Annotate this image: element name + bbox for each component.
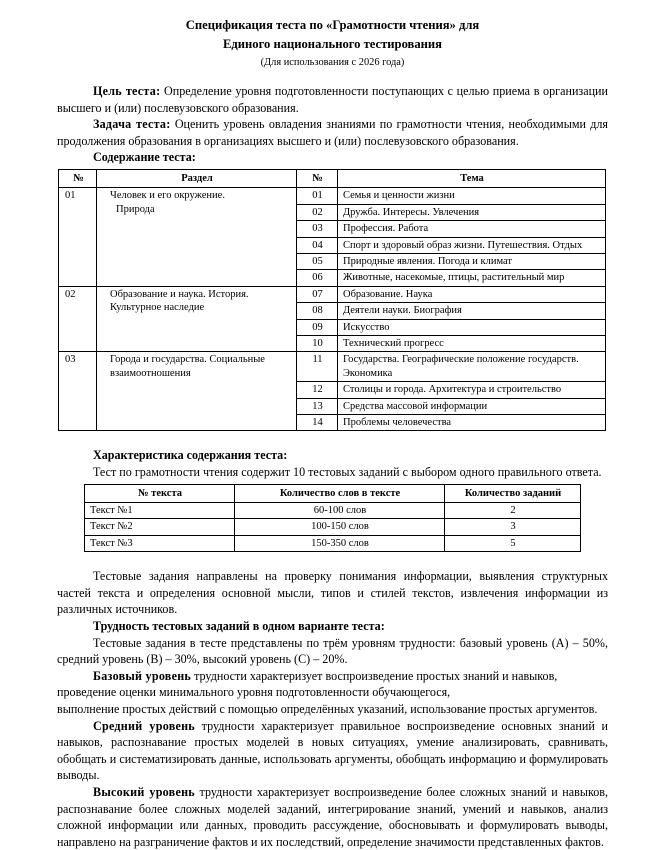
- topic-title-cell: Животные, насекомые, птицы, растительный мир: [338, 270, 606, 286]
- difficulty-level-label: Высокий уровень: [93, 785, 195, 799]
- header-section: Раздел: [97, 169, 297, 187]
- header-topic-number: №: [297, 169, 338, 187]
- difficulty-level-label: Средний уровень: [93, 718, 195, 733]
- difficulty-level-text: трудности характеризует воспроизведение простых знаний и навыков, проведение оценки минимального уровня подготовленности обучающегося,: [57, 668, 558, 700]
- content-heading: Содержание теста:: [93, 150, 196, 165]
- characteristics-heading: Характеристика содержания теста:: [93, 448, 288, 463]
- topic-number-cell: 02: [297, 204, 338, 220]
- difficulty-level-text: трудности характеризует воспроизведение более сложных знаний и навыков, распознавание более сложных моделей заданий, интегрирование знаний, умений и навыков, анализ сложной информации или данных, проводить рассуждение, обосновывать и формулировать выводы, направлено на разграничение фактов и их последствий, определение значимости представленных фактов.: [57, 785, 608, 849]
- topic-number-cell: 08: [297, 303, 338, 319]
- section-number-cell: 03: [59, 352, 97, 431]
- content-table-body: [59, 188, 606, 431]
- header-text-number: № текста: [85, 484, 235, 502]
- spacer: [57, 552, 608, 568]
- topic-title-cell: Средства массовой информации: [338, 398, 606, 414]
- topic-title-cell: Образование. Наука: [338, 286, 606, 302]
- table-row: [85, 535, 581, 551]
- section-name-line2: Природа: [116, 203, 155, 215]
- difficulty-intro: Тестовые задания в тесте представлены по трём уровням трудности: базовый уровень (А) – 50%, средний уровень (В) – 30%, высокий уровень (С) – 20%.: [57, 635, 608, 667]
- topic-title-cell: Государства. Географические положение государств. Экономика: [338, 352, 606, 382]
- topic-title-cell: Природные явления. Погода и климат: [338, 254, 606, 270]
- header-task-count: Количество заданий: [445, 484, 581, 502]
- difficulty-heading: Трудность тестовых заданий в одном варианте теста:: [93, 619, 385, 634]
- topic-number-cell: 06: [297, 270, 338, 286]
- difficulty-level-paragraph-continued: [57, 701, 608, 718]
- section-name-line2: взаимоотношения: [110, 367, 191, 379]
- topic-title-cell: Семья и ценности жизни: [338, 188, 606, 204]
- topic-number-cell: 01: [297, 188, 338, 204]
- text-number-cell: Текст №1: [85, 503, 235, 519]
- topic-number-cell: 10: [297, 336, 338, 352]
- content-table-head: [59, 169, 606, 187]
- task-count-cell: 5: [445, 535, 581, 551]
- document-title-line1: Спецификация теста по «Грамотности чтения» для: [185, 18, 480, 32]
- table-row: [59, 352, 606, 382]
- header-topic: Тема: [338, 169, 606, 187]
- topic-title-cell: Профессия. Работа: [338, 221, 606, 237]
- difficulty-level-text-continued: выполнение простых действий с помощью определённых указаний, использование простых аргументов.: [57, 702, 598, 717]
- topic-title-cell: Дружба. Интересы. Увлечения: [338, 204, 606, 220]
- goal-text: Определение уровня подготовленности поступающих с целью приема в организации высшего и (или) послевузовского образования.: [57, 84, 608, 115]
- section-name-line1: Города и государства. Социальные: [110, 354, 265, 366]
- section-name-line1: Образование и наука. История.: [110, 288, 249, 300]
- section-number-cell: 01: [59, 188, 97, 286]
- difficulty-level-label: Базовый уровень: [93, 668, 192, 683]
- title-block: [57, 16, 608, 71]
- section-name-cell: [97, 352, 297, 431]
- table-row: [85, 503, 581, 519]
- section-name-line1: Человек и его окружение.: [110, 190, 225, 202]
- text-number-cell: Текст №2: [85, 519, 235, 535]
- task-label: Задача теста:: [93, 117, 171, 132]
- word-count-cell: 60-100 слов: [235, 503, 445, 519]
- table-row: [59, 286, 606, 302]
- document-title-line2: Единого национального тестирования: [223, 36, 442, 51]
- header-word-count: Количество слов в тексте: [235, 484, 445, 502]
- aims-paragraph: Тестовые задания направлены на проверку понимания информации, выявления структурных частей текста и определения основной мысли, типов и стилей текстов, извлечения информации из различных источников.: [57, 569, 608, 617]
- section-name-cell: [97, 188, 297, 286]
- table-row: [59, 188, 606, 204]
- section-name-line2: Культурное наследие: [110, 302, 205, 314]
- difficulty-level-paragraph: [57, 718, 608, 784]
- task-text: Оценить уровень овладения знаниями по грамотности чтения, необходимыми для продолжения образования в организациях высшего и (или) послевузовского образования.: [57, 117, 608, 148]
- topic-number-cell: 11: [297, 352, 338, 382]
- section-name-cell: [97, 286, 297, 352]
- characteristics-paragraph: Тест по грамотности чтения содержит 10 тестовых заданий с выбором одного правильного ответа.: [93, 465, 602, 480]
- task-paragraph: [57, 116, 608, 149]
- table-row: [85, 519, 581, 535]
- topic-title-cell: Технический прогресс: [338, 336, 606, 352]
- difficulty-level-text: трудности характеризует правильное воспроизведение основных знаний и навыков, распознавание простых моделей в новых ситуациях, умение анализировать, сравнивать, обобщать и систематизировать данные, использовать аргументы, обобщать информацию и формулировать выводы.: [57, 718, 608, 783]
- goal-paragraph: [57, 83, 608, 116]
- topic-number-cell: 12: [297, 382, 338, 398]
- topic-number-cell: 07: [297, 286, 338, 302]
- task-count-cell: 3: [445, 519, 581, 535]
- section-number-cell: 02: [59, 286, 97, 352]
- texts-table-head: [85, 484, 581, 502]
- topic-number-cell: 09: [297, 319, 338, 335]
- topic-title-cell: Спорт и здоровый образ жизни. Путешествия. Отдых: [338, 237, 606, 253]
- spacer: [57, 431, 608, 447]
- texts-overview-table: [84, 484, 581, 553]
- topic-title-cell: Столицы и города. Архитектура и строительство: [338, 382, 606, 398]
- topic-number-cell: 13: [297, 398, 338, 414]
- document-subtitle: (Для использования с 2026 года): [260, 57, 405, 68]
- header-section-number: №: [59, 169, 97, 187]
- texts-table-body: [85, 503, 581, 552]
- topic-title-cell: Искусство: [338, 319, 606, 335]
- topic-title-cell: Деятели науки. Биография: [338, 303, 606, 319]
- spacer: [57, 71, 608, 83]
- goal-label: Цель теста:: [93, 84, 161, 98]
- word-count-cell: 100-150 слов: [235, 519, 445, 535]
- difficulty-level-paragraph: [57, 668, 608, 701]
- topic-number-cell: 05: [297, 254, 338, 270]
- topic-number-cell: 14: [297, 415, 338, 431]
- task-count-cell: 2: [445, 503, 581, 519]
- difficulty-levels: [57, 668, 608, 850]
- text-number-cell: Текст №3: [85, 535, 235, 551]
- topic-number-cell: 03: [297, 221, 338, 237]
- topic-title-cell: Проблемы человечества: [338, 415, 606, 431]
- texts-table-header-row: [85, 484, 581, 502]
- difficulty-level-paragraph: [57, 784, 608, 850]
- content-table-header-row: [59, 169, 606, 187]
- test-content-table: [58, 169, 606, 432]
- word-count-cell: 150-350 слов: [235, 535, 445, 551]
- topic-number-cell: 04: [297, 237, 338, 253]
